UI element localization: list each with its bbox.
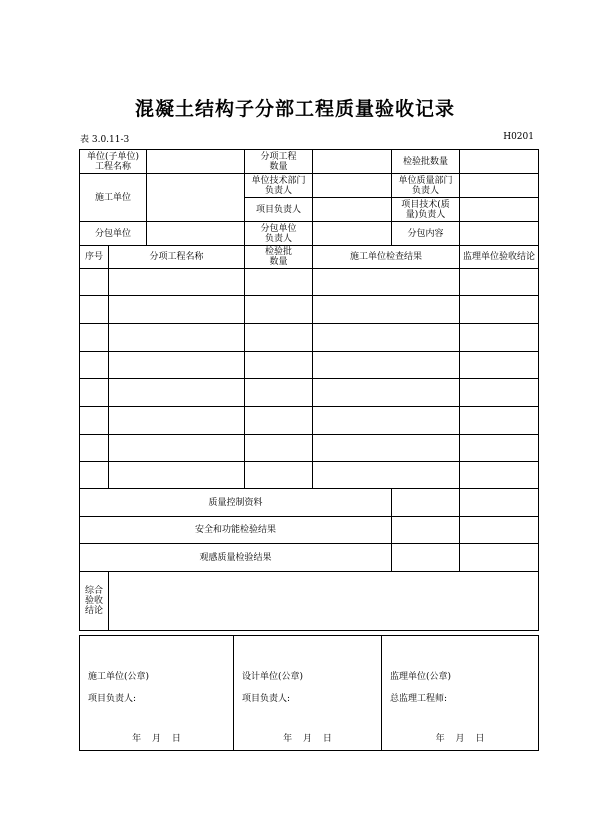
unit-name-field[interactable] [147, 150, 245, 174]
unit-name-label: 单位(子单位) 工程名称 [80, 150, 147, 174]
safety-function-result[interactable] [392, 517, 460, 544]
inspection-lot-count-field[interactable] [460, 150, 539, 174]
construction-date-label: 年 月 日 [132, 734, 181, 744]
subcontractor-head-label: 分包单位 负责人 [245, 222, 313, 246]
row-check-cell[interactable] [313, 269, 460, 296]
subcontract-content-field[interactable] [460, 222, 539, 246]
row-conclusion-cell[interactable] [460, 462, 539, 489]
col-header-seq: 序号 [80, 246, 109, 269]
row-name-cell[interactable] [109, 407, 245, 435]
row-check-cell[interactable] [313, 324, 460, 352]
supervision-signature-block[interactable] [382, 636, 539, 751]
construction-signature-block[interactable] [80, 636, 234, 751]
row-check-cell[interactable] [313, 435, 460, 462]
row-name-cell[interactable] [109, 462, 245, 489]
construction-unit-label: 施工单位 [80, 174, 147, 222]
row-count-cell[interactable] [245, 462, 313, 489]
appearance-label: 观感质量检验结果 [80, 544, 392, 572]
row-seq-cell[interactable] [80, 269, 109, 296]
table-row [80, 352, 539, 379]
col-header-supervision-conclusion: 监理单位验收结论 [460, 246, 539, 269]
row-seq-cell[interactable] [80, 296, 109, 324]
sub-project-count-label: 分项工程 数量 [245, 150, 313, 174]
row-check-cell[interactable] [313, 352, 460, 379]
row-count-cell[interactable] [245, 269, 313, 296]
row-name-cell[interactable] [109, 324, 245, 352]
design-signature-block[interactable] [234, 636, 382, 751]
project-tech-head-field[interactable] [460, 198, 539, 222]
row-count-cell[interactable] [245, 324, 313, 352]
comprehensive-conclusion-label: 综合 验收 结论 [80, 572, 109, 631]
sub-project-count-field[interactable] [313, 150, 392, 174]
comprehensive-conclusion-field[interactable] [109, 572, 539, 631]
row-conclusion-cell[interactable] [460, 269, 539, 296]
table-row [80, 269, 539, 296]
subcontractor-field[interactable] [147, 222, 245, 246]
row-count-cell[interactable] [245, 352, 313, 379]
acceptance-table [79, 149, 539, 631]
page-title: 混凝土结构子分部工程质量验收记录 [134, 98, 455, 120]
row-name-cell[interactable] [109, 296, 245, 324]
row-seq-cell[interactable] [80, 379, 109, 407]
design-date-label: 年 月 日 [283, 734, 332, 744]
appearance-result[interactable] [392, 544, 460, 572]
row-conclusion-cell[interactable] [460, 352, 539, 379]
table-row [80, 324, 539, 352]
subcontract-content-label: 分包内容 [392, 222, 460, 246]
row-check-cell[interactable] [313, 407, 460, 435]
supervision-unit-seal-label: 监理单位(公章) [390, 672, 452, 682]
row-count-cell[interactable] [245, 296, 313, 324]
project-manager-field[interactable] [313, 198, 392, 222]
table-row [80, 407, 539, 435]
col-header-construction-check: 施工单位检查结果 [313, 246, 460, 269]
row-seq-cell[interactable] [80, 352, 109, 379]
row-seq-cell[interactable] [80, 407, 109, 435]
project-tech-head-label: 项目技术(质 量)负责人 [392, 198, 460, 222]
row-check-cell[interactable] [313, 296, 460, 324]
quality-control-result[interactable] [392, 489, 460, 517]
subcontractor-label: 分包单位 [80, 222, 147, 246]
construction-person-label: 项目负责人: [88, 694, 137, 704]
construction-unit-seal-label: 施工单位(公章) [88, 672, 150, 682]
signature-table [79, 635, 539, 751]
table-row [80, 435, 539, 462]
row-seq-cell[interactable] [80, 435, 109, 462]
project-manager-label: 项目负责人 [245, 198, 313, 222]
row-count-cell[interactable] [245, 435, 313, 462]
col-header-lot-count: 检验批 数量 [245, 246, 313, 269]
row-seq-cell[interactable] [80, 324, 109, 352]
quality-dept-head-field[interactable] [460, 174, 539, 198]
table-row [80, 462, 539, 489]
row-name-cell[interactable] [109, 269, 245, 296]
row-name-cell[interactable] [109, 435, 245, 462]
inspection-lot-count-label: 检验批数量 [392, 150, 460, 174]
row-check-cell[interactable] [313, 379, 460, 407]
appearance-conclusion[interactable] [460, 544, 539, 572]
quality-dept-head-label: 单位质量部门 负责人 [392, 174, 460, 198]
design-person-label: 项目负责人: [242, 694, 291, 704]
row-count-cell[interactable] [245, 379, 313, 407]
subcontractor-head-field[interactable] [313, 222, 392, 246]
tech-dept-head-label: 单位技术部门 负责人 [245, 174, 313, 198]
safety-function-conclusion[interactable] [460, 517, 539, 544]
tech-dept-head-field[interactable] [313, 174, 392, 198]
quality-control-label: 质量控制资料 [80, 489, 392, 517]
row-check-cell[interactable] [313, 462, 460, 489]
row-conclusion-cell[interactable] [460, 324, 539, 352]
row-conclusion-cell[interactable] [460, 435, 539, 462]
row-conclusion-cell[interactable] [460, 407, 539, 435]
form-number: 表 3.0.11-3 [80, 135, 130, 145]
col-header-sub-project-name: 分项工程名称 [109, 246, 245, 269]
row-count-cell[interactable] [245, 407, 313, 435]
construction-unit-field[interactable] [147, 174, 245, 222]
safety-function-label: 安全和功能检验结果 [80, 517, 392, 544]
table-row [80, 379, 539, 407]
supervision-date-label: 年 月 日 [435, 734, 485, 744]
row-seq-cell[interactable] [80, 462, 109, 489]
row-conclusion-cell[interactable] [460, 379, 539, 407]
quality-control-conclusion[interactable] [460, 489, 539, 517]
row-name-cell[interactable] [109, 379, 245, 407]
table-row [80, 296, 539, 324]
row-conclusion-cell[interactable] [460, 296, 539, 324]
supervision-person-label: 总监理工程师: [390, 694, 448, 704]
row-name-cell[interactable] [109, 352, 245, 379]
form-code: H0201 [503, 132, 534, 142]
design-unit-seal-label: 设计单位(公章) [242, 672, 304, 682]
